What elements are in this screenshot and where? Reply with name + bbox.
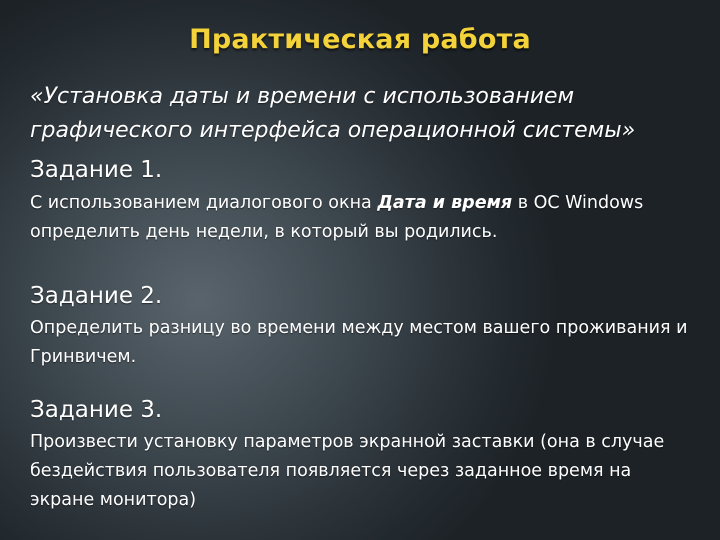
task-1-text-start: С использованием диалогового окна <box>30 193 378 213</box>
task-2-text: Определить разницу во времени между местом вашего проживания и Гринвичем. <box>30 318 688 367</box>
task-1-heading: Задание 1. <box>30 157 163 183</box>
task-3-text: Произвести установку параметров экранной заставки (она в случае бездействия пользователя появляется через заданное время на экране монитора) <box>30 432 665 510</box>
task-1-dialog-name: Дата и время <box>377 193 513 213</box>
task-1-text-end: в ОС Windows определить день недели, в который вы родились. <box>30 193 644 242</box>
task-1-text <box>30 189 690 247</box>
slide-title: Практическая работа <box>189 24 531 55</box>
slide-subtitle: «Установка даты и времени с использованием графического интерфейса операционной системы» <box>30 84 636 143</box>
task-3-heading: Задание 3. <box>30 397 163 423</box>
task-2-heading: Задание 2. <box>30 283 163 309</box>
